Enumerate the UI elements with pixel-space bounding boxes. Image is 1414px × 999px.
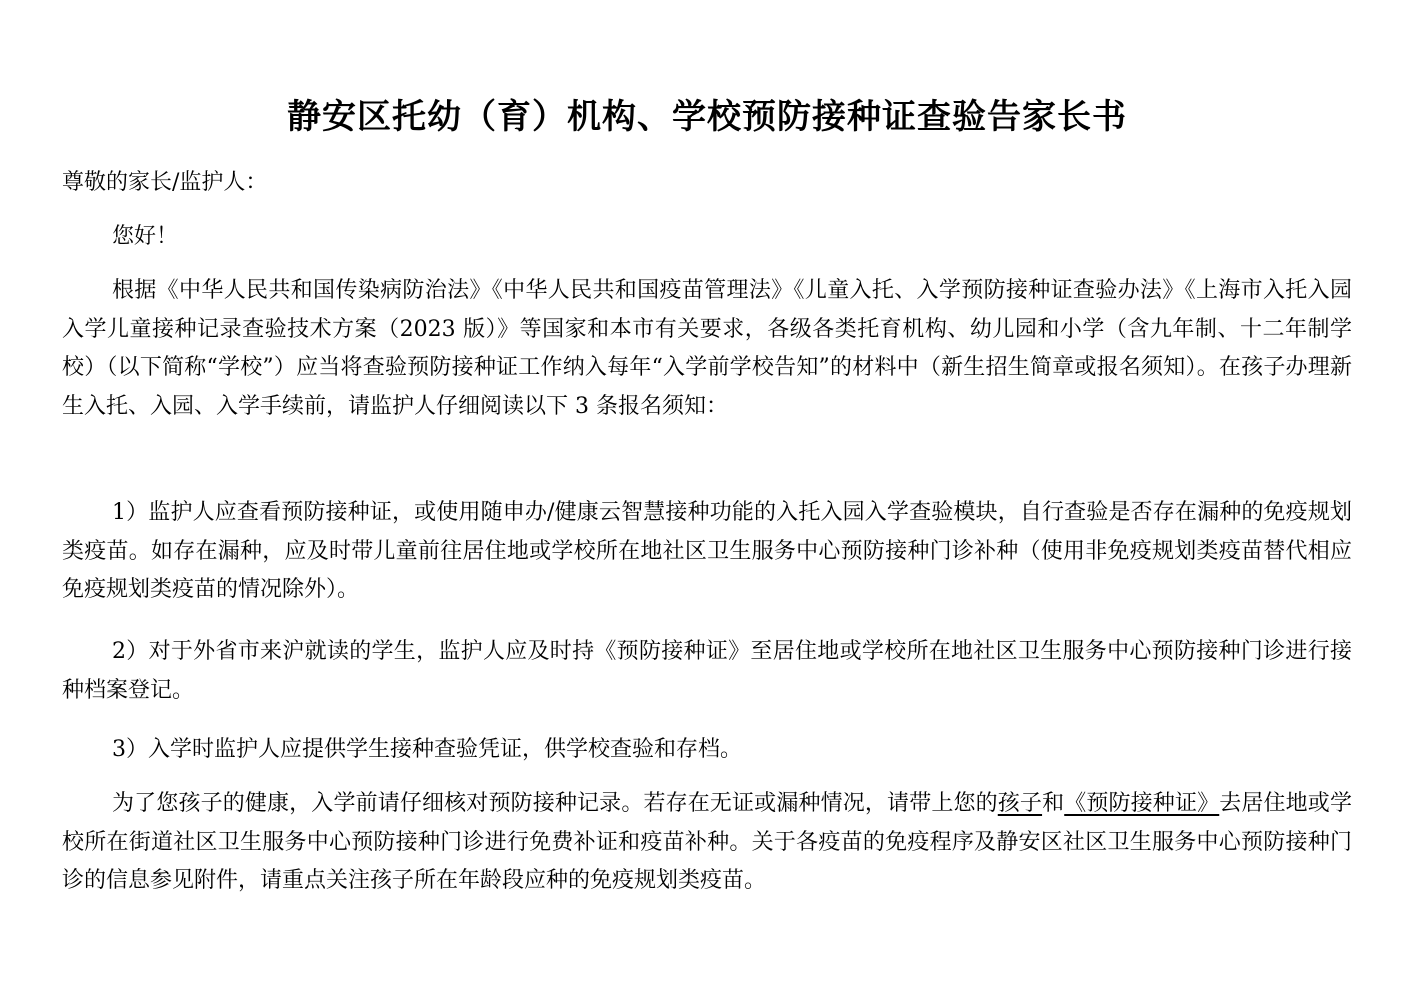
- closing-paragraph: [62, 785, 1352, 901]
- closing-underline-child: 孩子: [997, 791, 1043, 816]
- notice-item-2: 2）对于外省市来沪就读的学生，监护人应及时持《预防接种证》至居住地或学校所在地社区卫生服务中心预防接种门诊进行接种档案登记。: [62, 639, 1352, 703]
- notice-item-3: 3）入学时监护人应提供学生接种查验凭证，供学校查验和存档。: [112, 737, 742, 762]
- document-title: 静安区托幼（育）机构、学校预防接种证查验告家长书: [287, 97, 1127, 137]
- greeting: 您好！: [112, 224, 179, 249]
- intro-paragraph: 根据《中华人民共和国传染病防治法》《中华人民共和国疫苗管理法》《儿童入托、入学预防接种证查验办法》《上海市入托入园入学儿童接种记录查验技术方案（2023 版）》等国家和本市有关要求，各级各类托育机构、幼儿园和小学（含九年制、十二年制学校）（以下简称“学校”）应当将查验预防接种证工作纳入每年“入学前学校告知”的材料中（新生招生简章或报名须知）。在孩子办理新生入托、入园、入学手续前，请监护人仔细阅读以下 3 条报名须知：: [62, 278, 1352, 419]
- salutation: 尊敬的家长/监护人：: [62, 170, 268, 195]
- closing-text-2: 和: [1042, 791, 1065, 816]
- closing-text-1: 为了您孩子的健康，入学前请仔细核对预防接种记录。若存在无证或漏种情况，请带上您的: [112, 791, 998, 816]
- closing-text-3: 去居住地或学校所在街道社区卫生服务中心预防接种门诊进行免费补证和疫苗补种。关于各疫苗的免疫程序及静安区社区卫生服务中心预防接种门诊的信息参见附件，请重点关注孩子所在年龄段应种的免疫规划类疫苗。: [62, 791, 1352, 893]
- notice-item-1: 1）监护人应查看预防接种证，或使用随申办/健康云智慧接种功能的入托入园入学查验模块，自行查验是否存在漏种的免疫规划类疫苗。如存在漏种，应及时带儿童前往居住地或学校所在地社区卫生服务中心预防接种门诊补种（使用非免疫规划类疫苗替代相应免疫规划类疫苗的情况除外）。: [62, 500, 1352, 602]
- closing-underline-certificate: 《预防接种证》: [1064, 791, 1220, 816]
